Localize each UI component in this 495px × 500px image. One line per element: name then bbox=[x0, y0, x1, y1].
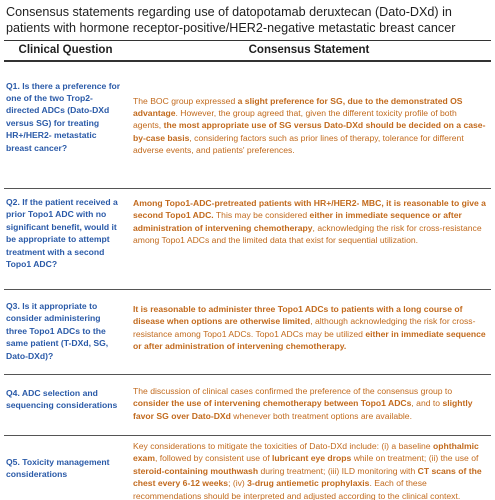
statement-text: ; (iv) bbox=[228, 478, 248, 489]
statement-text: Key considerations to mitigate the toxicities of Dato-DXd include: (i) a baseline bbox=[133, 441, 433, 451]
emphasis-text: steroid-containing mouthwash bbox=[133, 465, 259, 476]
emphasis-text: slightly favor SG over Dato-DXd bbox=[133, 398, 473, 421]
statement-text: . Each of these recommendations should be interpreted and adjusted according to the clinical context. bbox=[133, 478, 461, 500]
emphasis-text: Among Topo1-ADC-pretreated patients with HR+/HER2- MBC, it is reasonable to give a second Topo1 ADC. bbox=[133, 198, 486, 221]
consensus-statement bbox=[127, 375, 491, 436]
column-header-question: Clinical Question bbox=[4, 41, 127, 61]
statement-text: , acknowledging the risk for cross-resistance among Topo1 ADCs and the limited data that exist for sequential utilization. bbox=[133, 222, 482, 246]
table-row bbox=[4, 290, 491, 375]
table-header-row bbox=[4, 41, 491, 61]
consensus-statement bbox=[127, 61, 491, 189]
statement-text: while on treatment; (ii) the use of bbox=[351, 453, 479, 464]
statement-text: The discussion of clinical cases confirmed the preference of the consensus group to bbox=[133, 386, 453, 396]
consensus-statement bbox=[127, 290, 491, 375]
document-title: Consensus statements regarding use of datopotamab deruxtecan (Dato-DXd) in patients with hormone receptor-positive/HER2-negative metastatic breast cancer bbox=[6, 5, 456, 35]
emphasis-text: lubricant eye drops bbox=[272, 453, 352, 464]
table-row bbox=[4, 189, 491, 290]
clinical-question: Q1. Is there a preference for one of the two Trop2-directed ADCs (Dato-DXd versus SG) for treating HR+/HER2- metastatic breast cancer? bbox=[4, 61, 127, 189]
statement-text: , followed by consistent use of bbox=[154, 453, 273, 464]
consensus-statement bbox=[127, 436, 491, 500]
emphasis-text: a slight preference for SG, due to the demonstrated OS advantage bbox=[133, 95, 463, 118]
table-row bbox=[4, 61, 491, 189]
statement-text: , although acknowledging the risk for cross-resistance among Topo1 ADCs. Topo1 ADCs may be utilized bbox=[133, 316, 476, 339]
emphasis-text: either in immediate sequence or after administration of intervening chemotherapy. bbox=[133, 328, 486, 352]
statement-text: The BOC group expressed bbox=[133, 95, 238, 106]
emphasis-text: ophthalmic exam bbox=[133, 441, 479, 464]
table-row bbox=[4, 375, 491, 436]
statement-text: during treatment; (iii) ILD monitoring with bbox=[258, 465, 418, 476]
statement-text: whenever both treatment options are available. bbox=[230, 410, 412, 421]
emphasis-text: 3-drug antiemetic prophylaxis bbox=[247, 478, 370, 489]
statement-text: This may be considered bbox=[213, 210, 310, 221]
emphasis-text: consider the use of intervening chemotherapy between Topo1 ADCs bbox=[133, 398, 412, 409]
emphasis-text: either in immediate sequence or after administration of intervening chemotherapy bbox=[133, 210, 462, 233]
statement-text: , and to bbox=[411, 398, 443, 409]
column-header-statement: Consensus Statement bbox=[127, 41, 491, 61]
clinical-question: Q2. If the patient received a prior Topo1 ADC with no significant benefit, would it be appropriate to attempt treatment with a second Topo1 ADC? bbox=[4, 189, 127, 290]
clinical-question: Q4. ADC selection and sequencing considerations bbox=[4, 375, 127, 436]
statement-text: , considering factors such as prior lines of therapy, tolerance for different adverse events, and patients' preferences. bbox=[133, 132, 464, 156]
clinical-question: Q3. Is it appropriate to consider administering three Topo1 ADCs to the same patient (T-DXd, SG, Dato-DXd)? bbox=[4, 290, 127, 375]
consensus-table bbox=[4, 40, 491, 500]
clinical-question: Q5. Toxicity management considerations bbox=[6, 457, 110, 480]
emphasis-text: It is reasonable to administer three Topo1 ADCs to patients with a long course of disease when options are otherwise limited bbox=[133, 304, 463, 327]
emphasis-text: the most appropriate use of SG versus Dato-DXd should be decided on a case-by-case basis bbox=[133, 120, 486, 143]
emphasis-text: CT scans of the chest every 6-12 weeks bbox=[133, 465, 482, 489]
table-row bbox=[4, 436, 491, 500]
consensus-statement bbox=[127, 189, 491, 290]
statement-text: . However, the group agreed that, given the different toxicity profile of both agents, bbox=[133, 107, 457, 131]
